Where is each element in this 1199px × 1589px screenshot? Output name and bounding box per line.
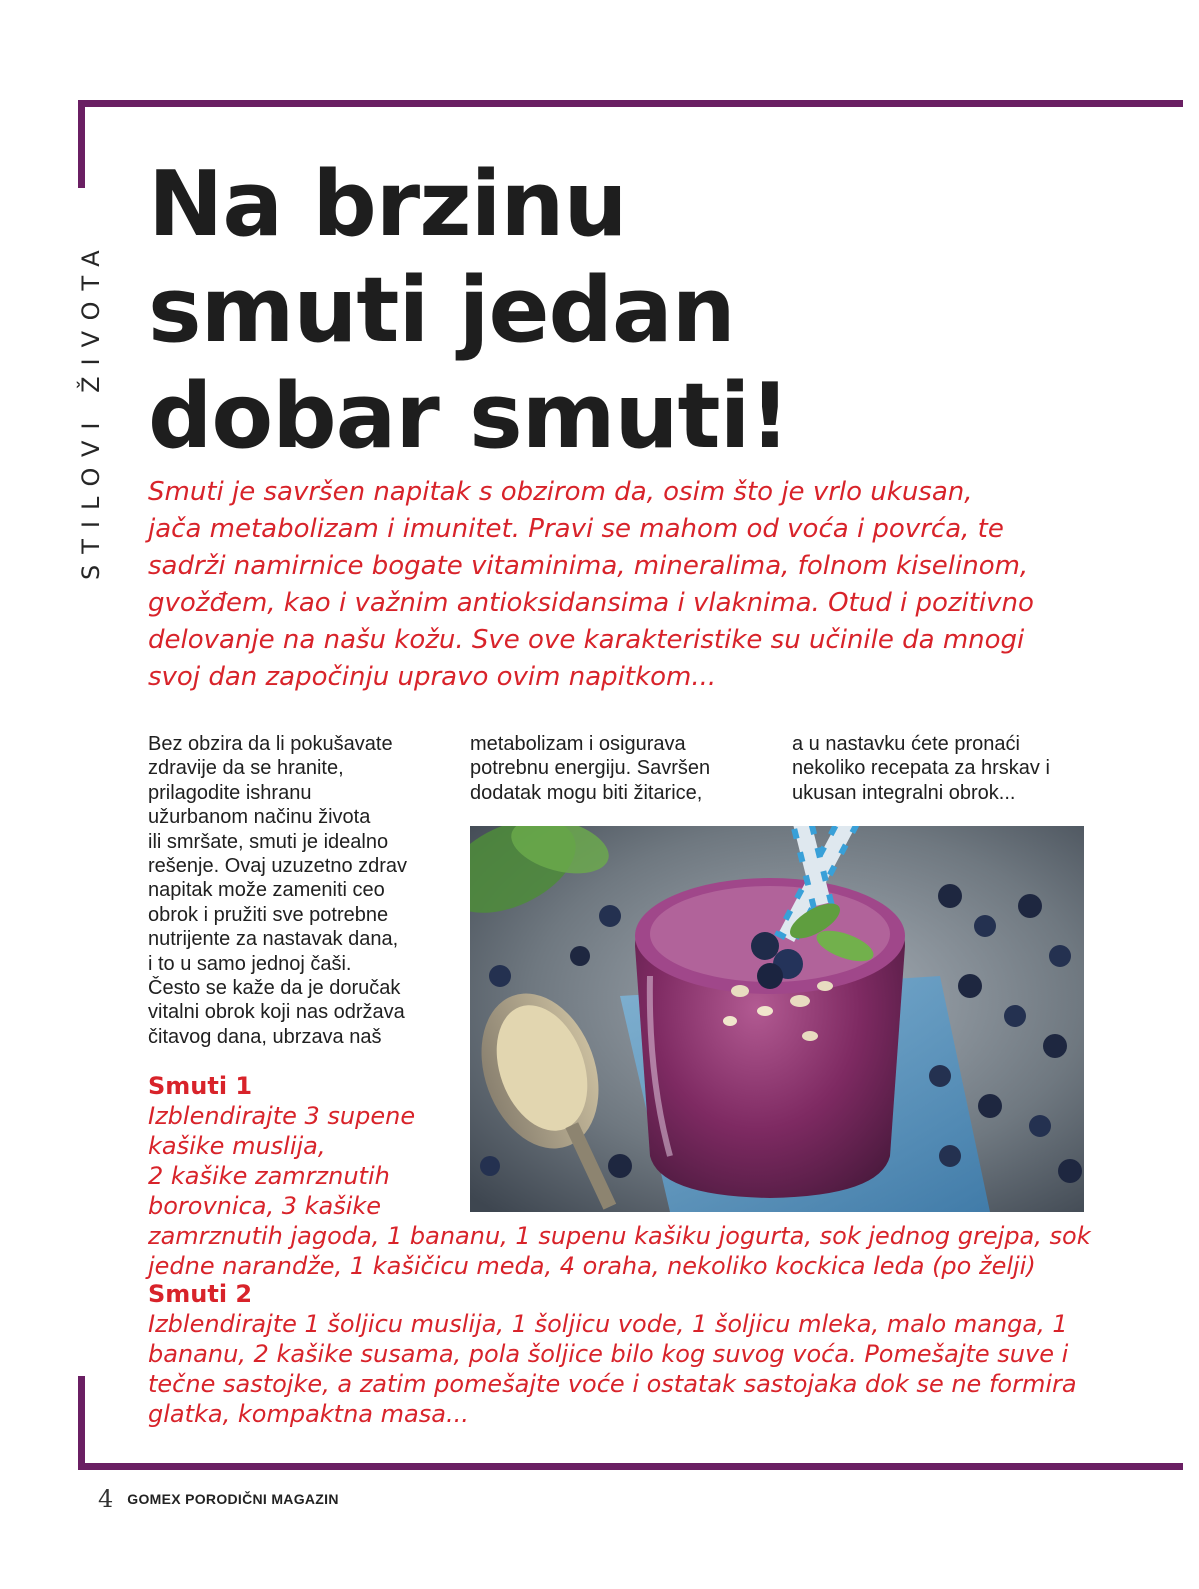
body-line: obrok i pružiti sve potrebne bbox=[148, 903, 389, 926]
recipe-2 bbox=[148, 1279, 1088, 1429]
lead-line: delovanje na našu kožu. Sve ove karakteristike su učinile da mnogi bbox=[148, 625, 1025, 655]
body-column-1 bbox=[148, 732, 448, 1049]
frame-top-bar bbox=[78, 100, 1183, 107]
magazine-name: GOMEX PORODIČNI MAGAZIN bbox=[127, 1491, 339, 1507]
body-line: nutrijente za nastavak dana, bbox=[148, 928, 399, 951]
body-line: a u nastavku ćete pronaći bbox=[792, 733, 1020, 755]
title-line: dobar smuti! bbox=[148, 364, 790, 469]
lead-line: gvožđem, kao i važnim antioksidansima i vlaknima. Otud i pozitivno bbox=[148, 588, 1034, 618]
body-line: ukusan integralni obrok... bbox=[792, 781, 1016, 804]
body-line: metabolizam i osigurava bbox=[470, 733, 686, 755]
lead-line: svoj dan započinju upravo ovim napitkom... bbox=[148, 662, 717, 692]
body-line: Često se kaže da je doručak bbox=[148, 977, 401, 1000]
body-line: Bez obzira da li pokušavate bbox=[148, 733, 393, 755]
title-line: Na brzinu bbox=[148, 152, 627, 257]
recipe-1 bbox=[148, 1071, 1091, 1281]
recipe-1-line: jedne narandže, 1 kašičicu meda, 4 oraha, nekoliko kockica leda (po želji) bbox=[148, 1252, 1036, 1280]
page-number: 4 bbox=[98, 1485, 114, 1513]
frame-left-top-bar bbox=[78, 100, 85, 188]
frame-bottom-bar bbox=[78, 1463, 1183, 1470]
body-line: i to u samo jednoj čaši. bbox=[148, 952, 352, 975]
recipe-1-heading: Smuti 1 bbox=[148, 1072, 253, 1100]
body-line: vitalni obrok koji nas održava bbox=[148, 1001, 405, 1024]
recipe-2-line: bananu, 2 kašike susama, pola šoljice bilo kog suvog voća. Pomešajte suve i bbox=[148, 1340, 1069, 1368]
body-line: čitavog dana, ubrzava naš bbox=[148, 1025, 382, 1048]
recipe-2-heading: Smuti 2 bbox=[148, 1280, 253, 1308]
body-line: napitak može zameniti ceo bbox=[148, 879, 385, 902]
recipe-1-line: 2 kašike zamrznutih bbox=[148, 1162, 390, 1190]
page-footer bbox=[98, 1482, 339, 1516]
lead-paragraph bbox=[148, 474, 1088, 696]
body-line: zdravije da se hranite, bbox=[148, 757, 344, 780]
recipe-1-line: borovnica, 3 kašike bbox=[148, 1192, 382, 1220]
body-line: potrebnu energiju. Savršen bbox=[470, 757, 711, 780]
section-label: STILOVI ŽIVOTA bbox=[77, 239, 105, 580]
body-line: užurbanom načinu života bbox=[148, 806, 371, 829]
recipe-1-line: Izblendirajte 3 supene bbox=[148, 1102, 416, 1130]
frame-left-bottom-bar bbox=[78, 1376, 85, 1470]
recipe-2-line: glatka, kompaktna masa... bbox=[148, 1400, 469, 1428]
recipe-2-line: tečne sastojke, a zatim pomešajte voće i ostatak sastojaka dok se ne formira bbox=[148, 1370, 1077, 1398]
lead-line: jača metabolizam i imunitet. Pravi se mahom od voća i povrća, te bbox=[148, 514, 1004, 544]
title-line: smuti jedan bbox=[148, 258, 735, 363]
article-title bbox=[148, 152, 908, 470]
body-line: ili smršate, smuti je idealno bbox=[148, 830, 389, 853]
lead-line: sadrži namirnice bogate vitaminima, mineralima, folnom kiselinom, bbox=[148, 551, 1029, 581]
body-line: nekoliko recepata za hrskav i bbox=[792, 757, 1050, 780]
lead-line: Smuti je savršen napitak s obzirom da, osim što je vrlo ukusan, bbox=[148, 477, 973, 507]
recipe-2-line: Izblendirajte 1 šoljicu muslija, 1 šoljicu vode, 1 šoljicu mleka, malo manga, 1 bbox=[148, 1310, 1068, 1338]
body-line: dodatak mogu biti žitarice, bbox=[470, 781, 703, 804]
body-column-3 bbox=[792, 732, 1092, 805]
body-column-2 bbox=[470, 732, 770, 805]
recipe-1-line: zamrznutih jagoda, 1 bananu, 1 supenu kašiku jogurta, sok jednog grejpa, sok bbox=[148, 1222, 1091, 1250]
body-line: prilagodite ishranu bbox=[148, 781, 312, 804]
body-line: rešenje. Ovaj uzuzetno zdrav bbox=[148, 855, 408, 878]
recipe-1-line: kašike muslija, bbox=[148, 1132, 326, 1160]
